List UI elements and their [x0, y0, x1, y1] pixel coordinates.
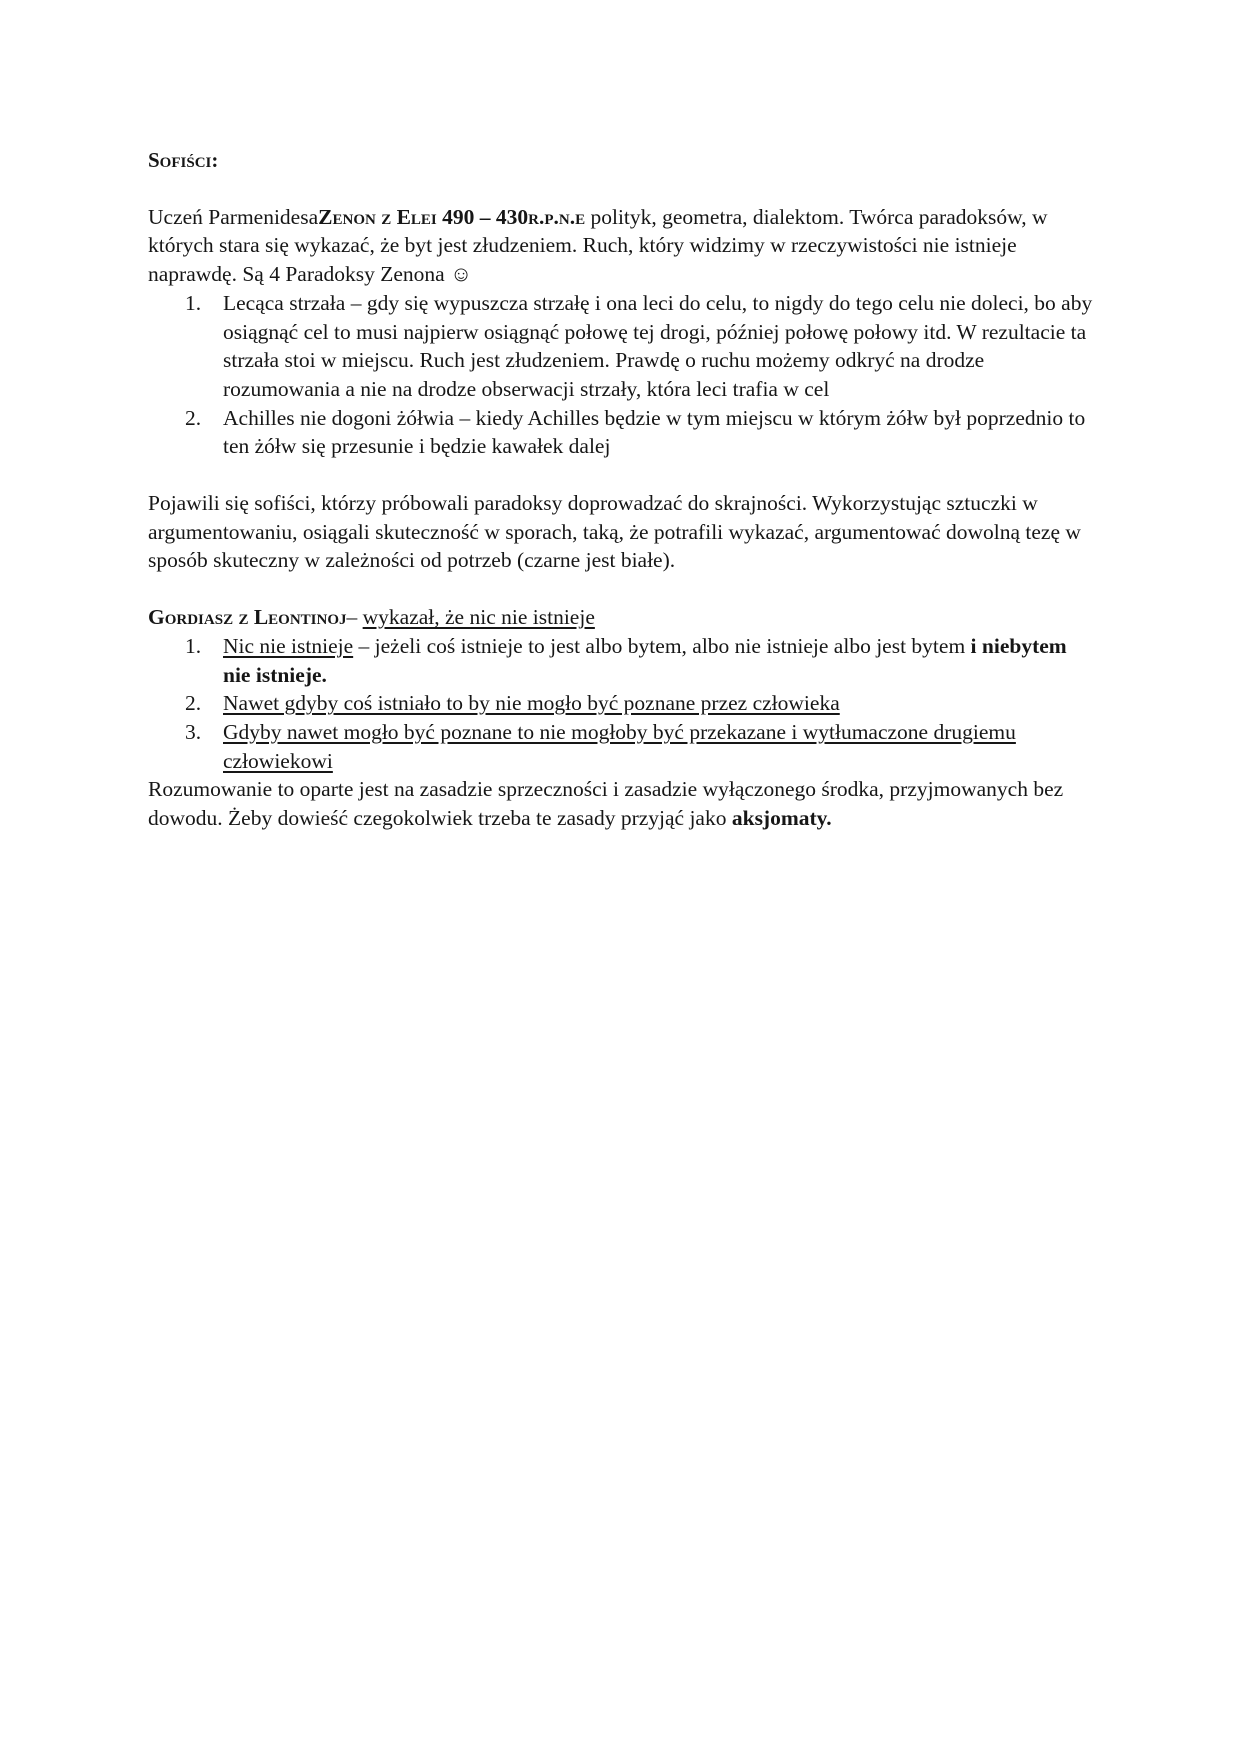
gorgias-claim: wykazał, że nic nie istnieje	[362, 605, 595, 630]
list-number: 1.	[185, 633, 202, 658]
list-item	[148, 404, 1093, 461]
section-heading: Sofiści:	[148, 148, 219, 172]
list-number: 1.	[185, 290, 202, 315]
intro-suffix: polityk, geometra, dialektom. Twórca paradoksów, w których stara się wykazać, że byt jest złudzeniem. Ruch, który widzimy w rzeczywistości nie istnieje naprawdę. Są 4 Paradoksy Zenona ☺	[148, 204, 1048, 287]
thesis-plain: – jeżeli coś istnieje to jest albo bytem, albo nie istnieje albo jest bytem	[353, 633, 971, 658]
sophists-paragraph: Pojawili się sofiści, którzy próbowali paradoksy doprowadzać do skrajności. Wykorzystując sztuczki w argumentowaniu, osiągali skuteczność w sporach, taką, że potrafili wykazać, argumentować dowolną tezę w sposób skuteczny w zależności od potrzeb (czarne jest białe).	[148, 491, 1081, 573]
thesis-underlined: Gdyby nawet mogło być poznane to nie mogłoby być przekazane i wytłumaczone drugiemu człowiekowi	[223, 719, 1016, 773]
thesis-underlined: Nic nie istnieje	[223, 633, 354, 658]
zeno-intro-paragraph	[148, 203, 1093, 289]
zeno-name: Zenon z Elei 490 – 430r.p.n.e	[318, 204, 586, 229]
list-number: 2.	[185, 405, 202, 430]
gorgias-dash: –	[346, 605, 363, 630]
document-page	[148, 146, 1093, 833]
list-item	[148, 289, 1093, 404]
list-number: 2.	[185, 691, 202, 716]
conclusion-bold: aksjomaty.	[731, 806, 832, 831]
conclusion-paragraph	[148, 775, 1093, 832]
list-number: 3.	[185, 719, 202, 744]
list-item	[148, 632, 1093, 689]
list-item	[148, 689, 1093, 718]
gorgias-heading	[148, 603, 1093, 632]
thesis-underlined: Nawet gdyby coś istniało to by nie mogło być poznane przez człowieka	[223, 691, 840, 716]
list-item	[148, 718, 1093, 775]
zeno-paradox-list	[148, 289, 1093, 461]
thesis-bold: i niebytem nie istnieje.	[223, 633, 1067, 687]
list-item-text: Achilles nie dogoni żółwia – kiedy Achilles będzie w tym miejscu w którym żółw był poprzednio to ten żółw się przesunie i będzie kawałek dalej	[223, 405, 1086, 459]
intro-prefix: Uczeń Parmenidesa	[148, 204, 319, 229]
gorgias-name: Gordiasz z Leontinoj	[148, 605, 347, 630]
conclusion-text: Rozumowanie to oparte jest na zasadzie sprzeczności i zasadzie wyłączonego środka, przyjmowanych bez dowodu. Żeby dowieść czegokolwiek trzeba te zasady przyjąć jako	[148, 777, 1064, 831]
list-item-text: Lecąca strzała – gdy się wypuszcza strzałę i ona leci do celu, to nigdy do tego celu nie doleci, bo aby osiągnąć cel to musi najpierw osiągnąć połowę tej drogi, później połowę połowy itd. W rezultacie ta strzała stoi w miejscu. Ruch jest złudzeniem. Prawdę o ruchu możemy odkryć na drodze rozumowania a nie na drodze obserwacji strzały, która leci trafia w cel	[223, 290, 1093, 401]
gorgias-thesis-list	[148, 632, 1093, 776]
